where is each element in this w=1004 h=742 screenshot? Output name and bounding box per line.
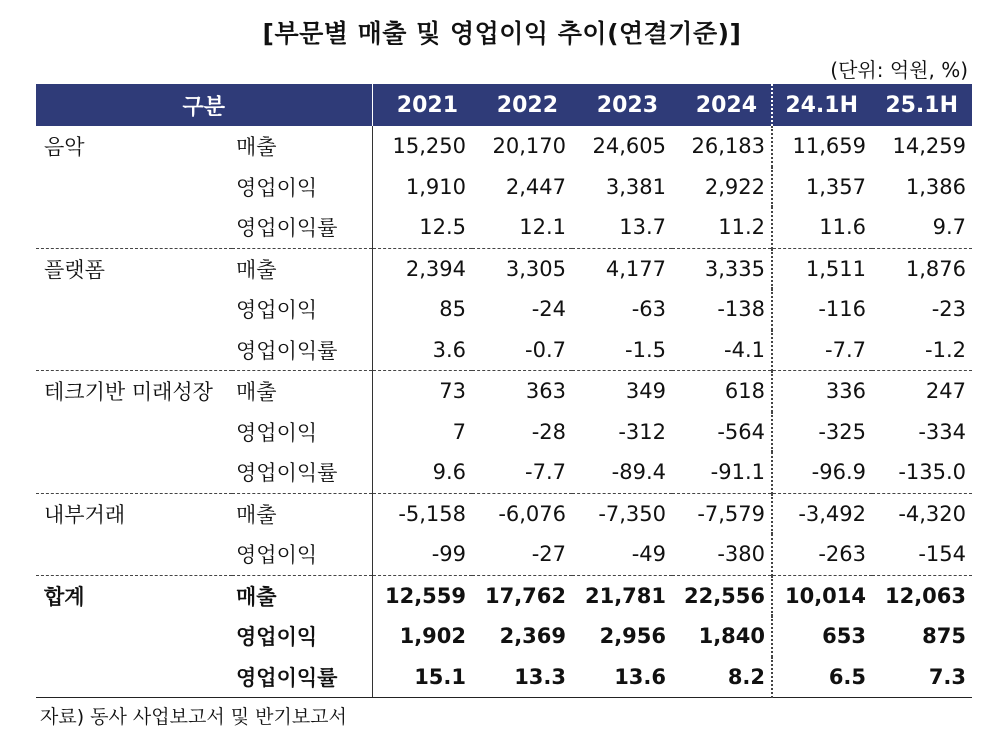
cell-value: 13.7 xyxy=(572,207,672,248)
cell-value: 3,381 xyxy=(605,174,667,199)
cell-value: -1.5 xyxy=(572,330,672,371)
table-row xyxy=(36,452,972,493)
cell-value: 875 xyxy=(922,624,967,649)
header-year-24-1h: 24.1H xyxy=(772,84,872,126)
cell-value: 26,183 xyxy=(691,134,766,159)
row-category: 음악 xyxy=(44,135,85,160)
table-row xyxy=(36,330,972,371)
cell-value: -325 xyxy=(772,412,872,453)
row-category: 합계 xyxy=(36,575,232,616)
cell-value: 2,369 xyxy=(499,624,567,649)
header-year-2021: 2021 xyxy=(372,84,472,126)
cell-value: 1,511 xyxy=(772,248,872,289)
cell-value: -28 xyxy=(531,419,567,444)
cell-value: -6,076 xyxy=(498,501,567,526)
cell-value: 20,170 xyxy=(492,134,567,159)
cell-value: 6.5 xyxy=(772,657,872,698)
table-row xyxy=(36,248,972,289)
table-row xyxy=(36,371,972,412)
cell-value: -23 xyxy=(931,297,967,322)
row-category: 테크기반 미래성장 xyxy=(44,380,213,405)
cell-value: 22,556 xyxy=(672,575,772,616)
cell-value: 15,250 xyxy=(372,126,472,167)
cell-value: 7 xyxy=(372,412,472,453)
cell-value: 13.6 xyxy=(572,657,672,698)
cell-value: 11,659 xyxy=(772,126,872,167)
source-note: 자료) 동사 사업보고서 및 반기보고서 xyxy=(40,706,347,728)
cell-value: -0.7 xyxy=(472,330,572,371)
cell-value: 12,063 xyxy=(872,575,972,616)
cell-value: -27 xyxy=(531,542,567,567)
row-category xyxy=(36,167,232,208)
table-row xyxy=(36,126,972,167)
cell-value: 12.1 xyxy=(472,207,572,248)
cell-value: 21,781 xyxy=(572,575,672,616)
cell-value: -3,492 xyxy=(772,493,872,534)
row-category: 플랫폼 xyxy=(44,257,105,282)
cell-value: 14,259 xyxy=(892,134,967,159)
cell-value: 9.6 xyxy=(372,452,472,493)
cell-value: -7,579 xyxy=(697,501,766,526)
cell-value: -7.7 xyxy=(772,330,872,371)
cell-value: -380 xyxy=(717,542,766,567)
cell-value: 12.5 xyxy=(372,207,472,248)
cell-value: 85 xyxy=(372,289,472,330)
cell-value: 12,559 xyxy=(372,575,472,616)
cell-value: 10,014 xyxy=(772,575,872,616)
row-category xyxy=(36,412,232,453)
cell-value: -312 xyxy=(618,419,667,444)
cell-value: 349 xyxy=(625,379,667,404)
cell-value: 1,902 xyxy=(372,616,472,657)
cell-value: 9.7 xyxy=(872,207,972,248)
cell-value: 363 xyxy=(525,379,567,404)
table-row xyxy=(36,534,972,575)
header-year-2022: 2022 xyxy=(472,84,572,126)
cell-value: 3,335 xyxy=(704,256,766,281)
table-row xyxy=(36,575,972,616)
cell-value: 7.3 xyxy=(872,657,972,698)
header-row xyxy=(36,84,972,126)
table-row xyxy=(36,207,972,248)
row-item: 영업이익률 xyxy=(232,330,372,371)
row-item: 영업이익 xyxy=(236,543,318,568)
cell-value: 1,386 xyxy=(905,174,967,199)
table-body xyxy=(36,126,972,698)
cell-value: -138 xyxy=(717,297,766,322)
cell-value: 3,305 xyxy=(505,256,567,281)
cell-value: 2,922 xyxy=(704,174,766,199)
cell-value: -96.9 xyxy=(772,452,872,493)
cell-value: -7.7 xyxy=(472,452,572,493)
cell-value: -135.0 xyxy=(872,452,972,493)
row-item: 영업이익 xyxy=(236,298,318,323)
cell-value: 11.6 xyxy=(772,207,872,248)
row-category xyxy=(36,330,232,371)
table-row xyxy=(36,616,972,657)
table-title: [부문별 매출 및 영업이익 추이(연결기준)] xyxy=(262,19,742,48)
cell-value: -564 xyxy=(717,419,766,444)
cell-value: 24,605 xyxy=(592,134,667,159)
cell-value: 17,762 xyxy=(472,575,572,616)
cell-value: -5,158 xyxy=(372,493,472,534)
cell-value: 336 xyxy=(772,371,872,412)
cell-value: 2,447 xyxy=(505,174,567,199)
unit-label: (단위: 억원, %) xyxy=(830,58,968,82)
row-category xyxy=(36,289,232,330)
header-year-2023: 2023 xyxy=(572,84,672,126)
row-item: 매출 xyxy=(236,135,277,160)
cell-value: 653 xyxy=(772,616,872,657)
table-row xyxy=(36,167,972,208)
row-category xyxy=(36,207,232,248)
row-item: 영업이익률 xyxy=(232,207,372,248)
cell-value: -4.1 xyxy=(672,330,772,371)
table-row xyxy=(36,412,972,453)
cell-value: -89.4 xyxy=(572,452,672,493)
cell-value: -91.1 xyxy=(672,452,772,493)
cell-value: -334 xyxy=(918,419,967,444)
cell-value: 1,840 xyxy=(698,624,766,649)
cell-value: 1,357 xyxy=(772,167,872,208)
cell-value: 11.2 xyxy=(672,207,772,248)
cell-value: -49 xyxy=(631,542,667,567)
header-year-2024: 2024 xyxy=(672,84,772,126)
cell-value: -116 xyxy=(772,289,872,330)
cell-value: 13.3 xyxy=(472,657,572,698)
row-category xyxy=(36,657,232,698)
cell-value: 2,956 xyxy=(599,624,667,649)
header-year-25-1h: 25.1H xyxy=(872,84,972,126)
cell-value: 4,177 xyxy=(605,256,667,281)
cell-value: -4,320 xyxy=(898,501,967,526)
cell-value: -99 xyxy=(372,534,472,575)
row-item: 영업이익 xyxy=(236,420,318,445)
financial-table xyxy=(36,84,972,698)
cell-value: -154 xyxy=(918,542,967,567)
row-item: 영업이익 xyxy=(236,175,318,200)
cell-value: 1,876 xyxy=(905,256,967,281)
header-category-label: 구분 xyxy=(36,84,372,126)
cell-value: -7,350 xyxy=(598,501,667,526)
cell-value: 15.1 xyxy=(372,657,472,698)
row-category xyxy=(36,534,232,575)
row-item: 매출 xyxy=(236,257,277,282)
table-row xyxy=(36,657,972,698)
row-category xyxy=(36,452,232,493)
cell-value: -263 xyxy=(772,534,872,575)
cell-value: 1,910 xyxy=(372,167,472,208)
row-item: 매출 xyxy=(236,380,277,405)
cell-value: -24 xyxy=(531,297,567,322)
cell-value: 3.6 xyxy=(372,330,472,371)
cell-value: 73 xyxy=(372,371,472,412)
table-row xyxy=(36,289,972,330)
row-item: 매출 xyxy=(236,502,277,527)
cell-value: 247 xyxy=(925,379,967,404)
cell-value: -1.2 xyxy=(872,330,972,371)
row-item: 영업이익률 xyxy=(232,657,372,698)
cell-value: 2,394 xyxy=(372,248,472,289)
row-item: 영업이익 xyxy=(236,625,318,650)
table-row xyxy=(36,493,972,534)
cell-value: -63 xyxy=(631,297,667,322)
cell-value: 618 xyxy=(724,379,766,404)
row-category xyxy=(36,616,232,657)
row-category: 내부거래 xyxy=(44,502,126,527)
cell-value: 8.2 xyxy=(672,657,772,698)
row-item: 영업이익률 xyxy=(232,452,372,493)
row-item: 매출 xyxy=(232,575,372,616)
